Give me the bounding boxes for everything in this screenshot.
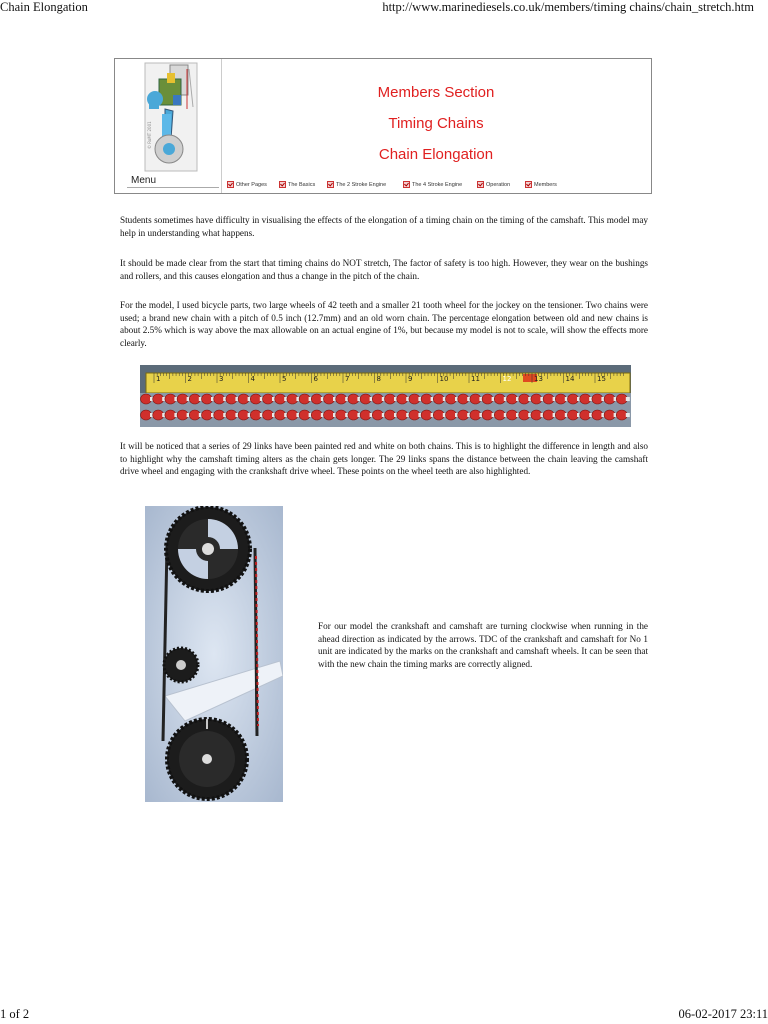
ruler-number: 7	[345, 375, 350, 383]
paragraph-no-stretch: It should be made clear from the start that timing chains do NOT stretch, The factor of safety is too high. However, they wear on the bushings and rollers, and this causes elongation and thus a change in the pitch of the chain.	[120, 258, 648, 281]
chain-pin	[626, 397, 630, 401]
chain-link	[287, 394, 298, 404]
chain-link	[250, 410, 261, 420]
chain-pin	[626, 413, 630, 417]
chain-link	[604, 410, 615, 420]
chain-link	[275, 410, 286, 420]
paragraph-painted-links: It will be noticed that a series of 29 links have been painted red and white on both chains. This is to highlight the difference in length and also to highlight why the camshaft timing alters as the chain gets longer. The 29 links spans the distance between the chain leaving the camshaft drive wheel and engaging with the crankshaft drive wheel. These points on the wheel teeth are also highlighted.	[120, 441, 648, 477]
ruler-number: 6	[313, 375, 318, 383]
chain-link	[592, 410, 603, 420]
chain-link	[287, 410, 298, 420]
chain-link	[458, 394, 469, 404]
engine-diagram-icon	[115, 59, 221, 175]
chain-link	[189, 410, 200, 420]
subsection-title: Timing Chains	[388, 115, 484, 132]
chain-link	[202, 394, 213, 404]
chain-link	[372, 410, 383, 420]
chain-link	[421, 410, 432, 420]
menu-label: Menu	[131, 175, 157, 186]
chain-link	[348, 394, 359, 404]
ruler-number: 4	[250, 375, 255, 383]
chain-link	[555, 394, 566, 404]
nav-2-stroke-engine[interactable]	[327, 181, 386, 188]
ruler-number: 14	[565, 375, 575, 383]
chain-link	[177, 394, 188, 404]
page-count: 1 of 2	[0, 1007, 30, 1021]
chain-link	[336, 410, 347, 420]
page-title: Chain Elongation	[378, 146, 494, 163]
chain-link	[507, 410, 518, 420]
checkbox-icon	[525, 181, 532, 188]
chain-link	[604, 394, 615, 404]
ruler-number: 13	[534, 375, 543, 383]
chain-link	[189, 394, 200, 404]
ruler-number: 12	[502, 375, 512, 383]
chain-link	[433, 410, 444, 420]
chain-link	[494, 394, 505, 404]
chain-link	[226, 394, 237, 404]
chain-link	[543, 394, 554, 404]
chain-link	[519, 410, 530, 420]
chain-link	[275, 394, 286, 404]
chain-link	[311, 394, 322, 404]
print-header	[0, 0, 768, 16]
chain-measure-photo	[140, 365, 631, 427]
chain-link	[153, 410, 164, 420]
chain-link	[336, 394, 347, 404]
chain-link	[238, 410, 249, 420]
chain-drive-photo	[145, 506, 283, 802]
chain-link	[616, 410, 627, 420]
chain-link	[202, 410, 213, 420]
chain-link	[470, 394, 481, 404]
nav-label: Other Pages	[236, 181, 267, 188]
chain-link	[226, 410, 237, 420]
chain-link	[433, 394, 444, 404]
ruler-number: 15	[597, 375, 606, 383]
chain-link	[141, 410, 152, 420]
section-title: Members Section	[377, 84, 495, 101]
crankshaft-wheel-icon	[167, 719, 247, 799]
chain-link	[214, 394, 225, 404]
chain-link	[519, 394, 530, 404]
site-banner	[114, 58, 652, 194]
chain-link	[324, 394, 335, 404]
chain-link	[385, 394, 396, 404]
chain-link	[446, 394, 457, 404]
checkbox-icon	[327, 181, 334, 188]
chain-link	[238, 394, 249, 404]
ruler-number: 5	[282, 375, 287, 383]
ruler-number: 1	[156, 375, 161, 383]
banner-titles	[221, 77, 651, 170]
chain-link	[324, 410, 335, 420]
chain-link	[568, 410, 579, 420]
nav-label: The Basics	[288, 181, 316, 188]
chain-link	[470, 410, 481, 420]
chain-link	[165, 410, 176, 420]
chain-link	[409, 410, 420, 420]
chain-link	[568, 394, 579, 404]
nav-label: The 4 Stroke Engine	[412, 181, 463, 188]
paragraph-rotation: For our model the crankshaft and camshaft are turning clockwise when running in the ahead direction as indicated by the arrows. TDC of the crankshaft and camshaft for No 1 unit are indicated by the marks on the crankshaft and camshaft wheels. It can be seen that with the new chain the timing marks are correctly aligned.	[318, 621, 648, 669]
chain-link	[372, 394, 383, 404]
nav-other-pages[interactable]	[227, 181, 267, 188]
logo-copyright: © RoMT 2001	[147, 121, 152, 149]
print-footer	[0, 1008, 768, 1024]
chain-link	[494, 410, 505, 420]
nav-the-basics[interactable]	[279, 181, 315, 188]
ruler-number: 3	[219, 375, 224, 383]
ruler-number: 2	[187, 375, 192, 383]
chain-link	[360, 410, 371, 420]
chain-link	[616, 394, 627, 404]
chain-link	[214, 410, 225, 420]
chain-link	[299, 410, 310, 420]
nav-label: Operation	[486, 181, 511, 188]
menu-divider	[127, 187, 219, 188]
nav-label: The 2 Stroke Engine	[336, 181, 387, 188]
chain-link	[153, 394, 164, 404]
chain-link	[531, 394, 542, 404]
chain-link	[446, 410, 457, 420]
chain-link	[397, 394, 408, 404]
chain-link	[482, 410, 493, 420]
ruler-number: 10	[439, 375, 449, 383]
checkbox-icon	[279, 181, 286, 188]
nav-4-stroke-engine[interactable]	[403, 181, 462, 188]
chain-link	[580, 410, 591, 420]
chain-link	[555, 410, 566, 420]
chain-link	[507, 394, 518, 404]
paragraph-model: For the model, I used bicycle parts, two large wheels of 42 teeth and a smaller 21 tooth wheel for the jockey on the tensioner. Two chains were used; a brand new chain with a pitch of 0.5 inch (12.7mm) and an old worn chain. The percentage elongation between old and new chains is about 2.5% which is way above the max allowable on an actual engine of 1%, but because my model is not to scale, will show the effects more clearly.	[120, 300, 648, 348]
print-url: http://www.marinediesels.co.uk/members/timing chains/chain_stretch.htm	[382, 0, 754, 14]
chain-link	[141, 394, 152, 404]
chain-link	[409, 394, 420, 404]
chain-link	[360, 394, 371, 404]
print-title: Chain Elongation	[0, 0, 88, 14]
ruler-number: 8	[376, 375, 381, 383]
chain-link	[543, 410, 554, 420]
print-datetime: 06-02-2017 23:11	[678, 1007, 768, 1021]
chain-link	[421, 394, 432, 404]
chain-link	[482, 394, 493, 404]
ruler-number: 11	[471, 375, 480, 383]
checkbox-icon	[477, 181, 484, 188]
chain-link	[165, 394, 176, 404]
chain-link	[177, 410, 188, 420]
camshaft-wheel-icon	[166, 507, 250, 591]
chain-link	[311, 410, 322, 420]
chain-link	[263, 410, 274, 420]
nav-operation[interactable]	[477, 181, 510, 188]
checkbox-icon	[403, 181, 410, 188]
nav-label: Members	[534, 181, 557, 188]
chain-link	[397, 410, 408, 420]
chain-link	[263, 394, 274, 404]
paragraph-intro: Students sometimes have difficulty in visualising the effects of the elongation of a timing chain on the timing of the camshaft. This model may help in understanding what happens.	[120, 215, 648, 238]
chain-link	[592, 394, 603, 404]
chain-link	[580, 394, 591, 404]
checkbox-icon	[227, 181, 234, 188]
chain-link	[458, 410, 469, 420]
chain-link	[531, 410, 542, 420]
nav-bar	[227, 181, 647, 193]
jockey-wheel-icon	[164, 648, 198, 682]
ruler-number: 9	[408, 375, 413, 383]
nav-members[interactable]	[525, 181, 557, 188]
chain-link	[250, 394, 261, 404]
engine-logo[interactable]	[115, 59, 222, 193]
chain-link	[299, 394, 310, 404]
chain-link	[385, 410, 396, 420]
chain-link	[348, 410, 359, 420]
